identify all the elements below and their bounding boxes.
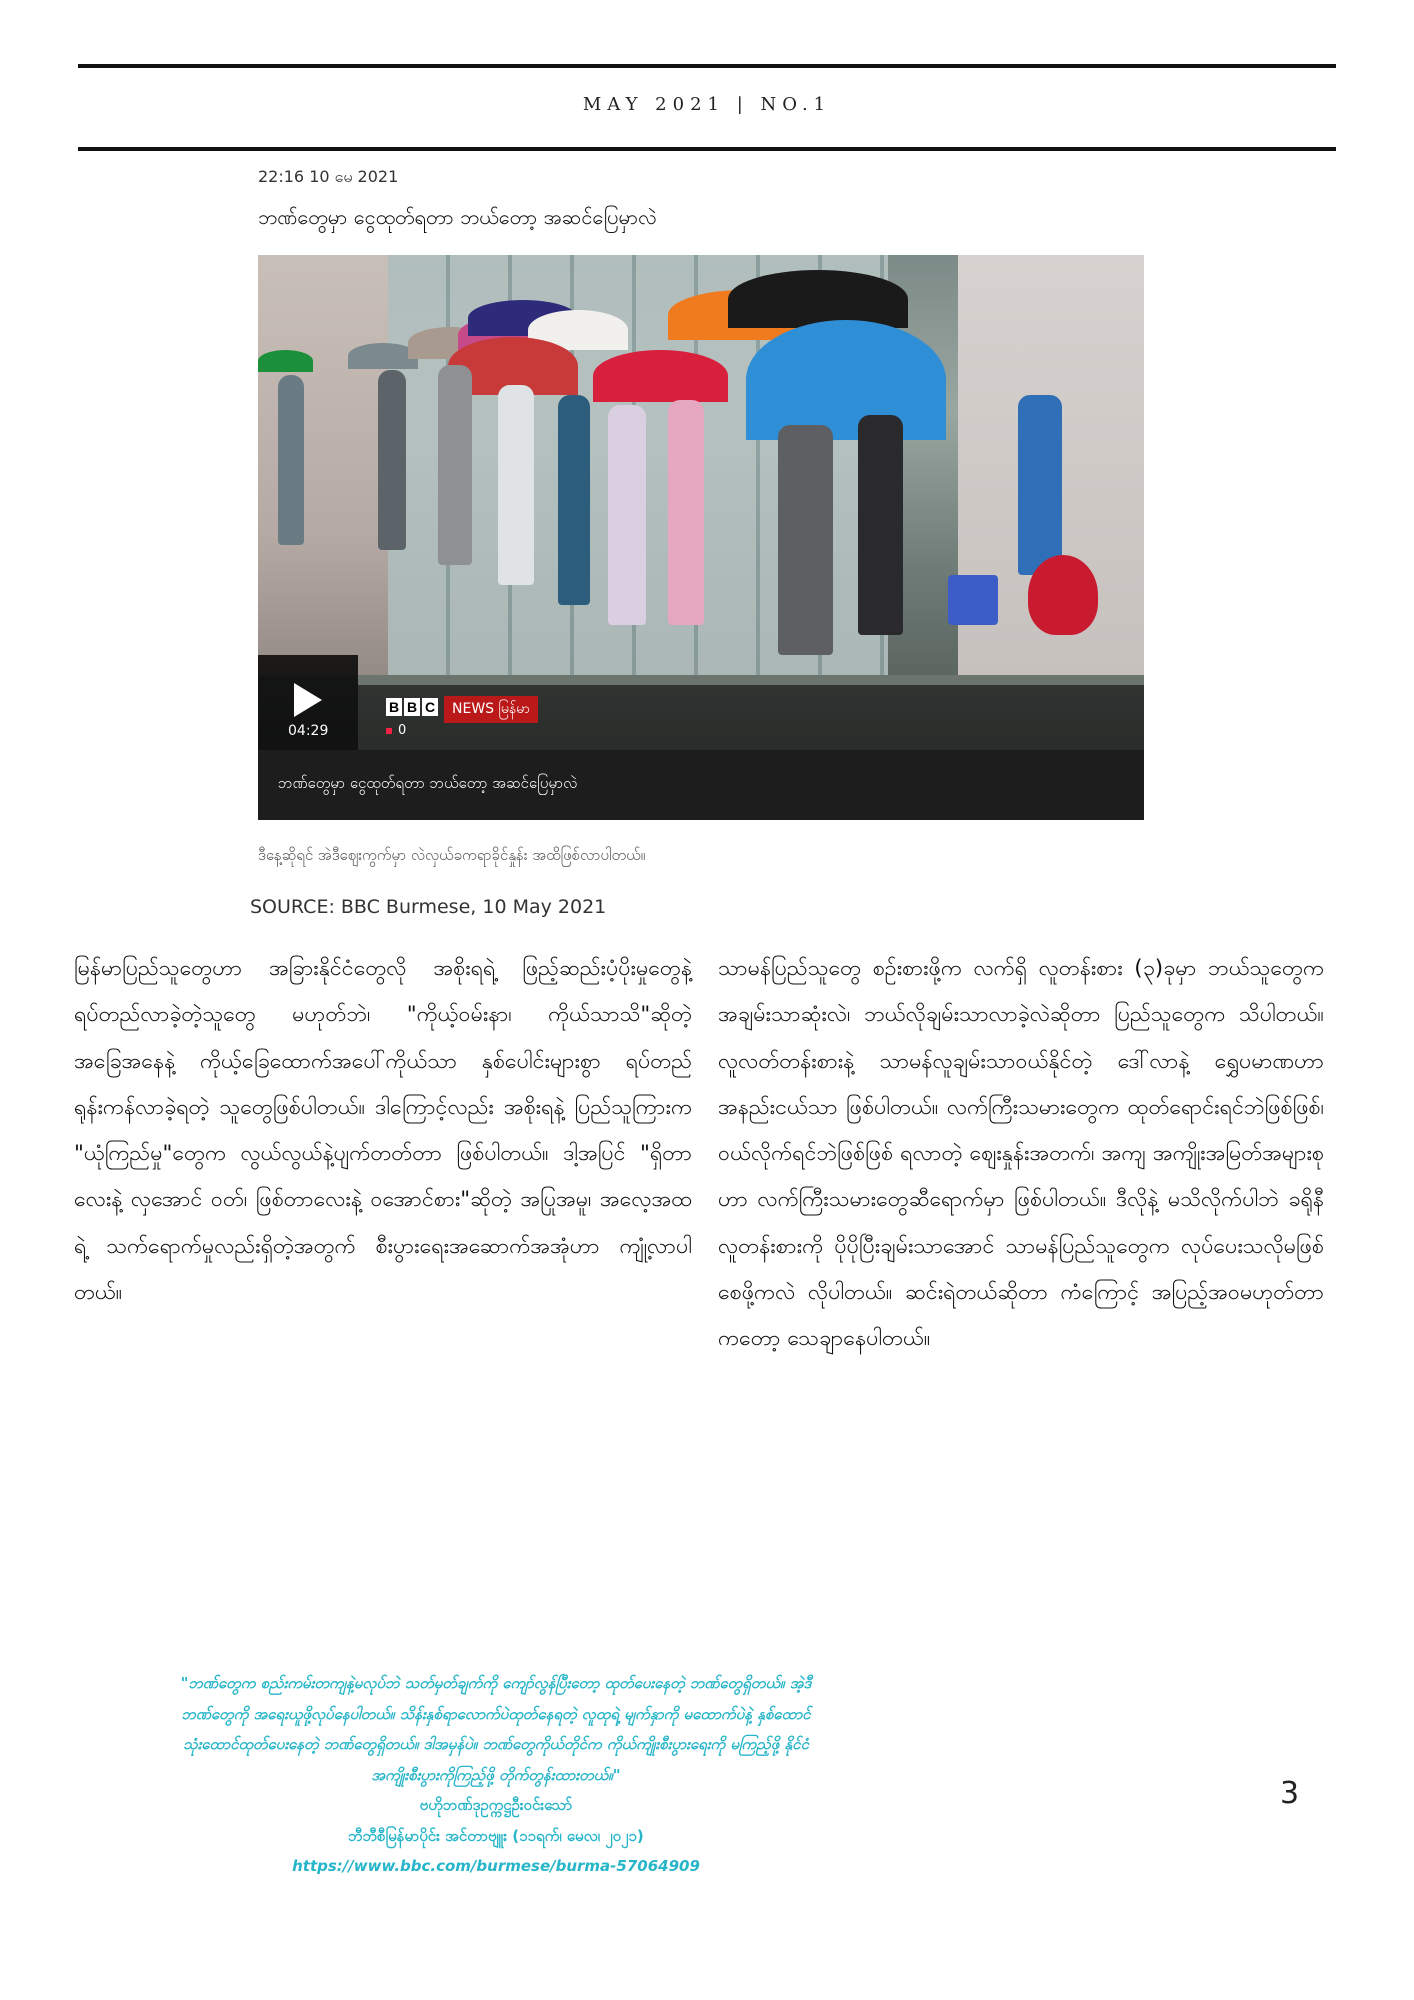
photo-caption: ဒီနေ့ဆိုရင် အဲဒီဈေးကွက်မှာ လဲလှယ်ခကရာခိုင်နှုန်း အထိဖြစ်လာပါတယ်။ [258, 846, 646, 864]
body-paragraph: မြန်မာပြည်သူတွေဟာ အခြားနိုင်ငံတွေလို အစိုးရရဲ့ ဖြည့်ဆည်းပံ့ပိုးမှုတွေနဲ့ ရပ်တည်လာခဲ့တဲ့သူတွေ မဟုတ်ဘဲ၊ "ကိုယ့်ဝမ်းနာ၊ ကိုယ်သာသိ"ဆိုတဲ့ အခြေအနေနဲ့ ကိုယ့်ခြေထောက်အပေါ်ကိုယ်သာ နှစ်ပေါင်းများစွာ ရပ်တည်ရုန်းကန်လာခဲ့ရတဲ့ သူတွေဖြစ်ပါတယ်။ ဒါကြောင့်လည်း အစိုးရနဲ့ ပြည်သူကြားက "ယုံကြည်မှု"တွေက လွယ်လွယ်နဲ့ပျက်တတ်တာ ဖြစ်ပါတယ်။ ဒါ့အပြင် "ရှိတာလေးနဲ့ လှအောင် ဝတ်၊ ဖြစ်တာလေးနဲ့ ဝအောင်စား"ဆိုတဲ့ အပြုအမူ၊ အလေ့အထရဲ့ သက်ရောက်မှုလည်းရှိတဲ့အတွက် စီးပွားရေးအဆောက်အအုံဟာ ကျုံ့လာပါတယ်။ [74, 956, 692, 1306]
pull-quote [178, 1668, 814, 1882]
view-count-value: 0 [398, 723, 407, 738]
article-timestamp: 22:16 10 မေ 2021 [258, 167, 399, 186]
bbc-logo-letter: C [422, 698, 438, 716]
photo-person [558, 395, 590, 605]
photo-person [1018, 395, 1062, 575]
photo-person [438, 365, 472, 565]
quote-attribution: ဘီဘီစီမြန်မာပိုင်း အင်တာဗျူး (၁၁ရက်၊ မေလ၊ ၂၀၂၁) [348, 1826, 644, 1845]
masthead-top-rule [78, 64, 1336, 68]
play-icon [294, 683, 322, 717]
photo-red-umbrella-closed [1028, 555, 1098, 635]
view-count [386, 723, 406, 738]
photo-umbrella [258, 350, 313, 372]
bbc-logo [386, 698, 438, 716]
photo-person [778, 425, 833, 655]
quote-text: "ဘဏ်တွေက စည်းကမ်းတကျနဲ့မလုပ်ဘဲ သတ်မှတ်ချက်ကို ကျော်လွန်ပြီးတော့ ထုတ်ပေးနေတဲ့ ဘဏ်တွေရှိတယ်။ အဲ့ဒီဘဏ်တွေကို အရေးယူဖို့လုပ်နေပါတယ်။ သိန်းနှစ်ရာလောက်ပဲထုတ်နေရတဲ့ လူထုရဲ့ မျက်နှာကို မထောက်ပဲနဲ့ နှစ်ထောင် သုံးထောင်ထုတ်ပေးနေတဲ့ ဘဏ်တွေရှိတယ်။ ဒါအမှန်ပဲ။ ဘဏ်တွေကိုယ်တိုင်က ကိုယ်ကျိုးစီးပွားရေးကို မကြည့်ဖို့ နိုင်ငံအကျိုးစီးပွားကိုကြည့်ဖို့ တိုက်တွန်းထားတယ်။" [180, 1674, 812, 1784]
article-headline: ဘဏ်တွေမှာ ငွေထုတ်ရတာ ဘယ်တော့ အဆင်ပြေမှာလဲ [258, 205, 657, 229]
play-button[interactable] [258, 655, 358, 750]
photo-person [608, 405, 646, 625]
photo-person [668, 400, 704, 625]
body-column-right [718, 946, 1324, 1363]
quote-speaker: ဗဟိုဘဏ်ဒုဥက္ကဋ္ဌဦးဝင်းသော် [419, 1796, 573, 1814]
live-dot-icon [386, 728, 392, 734]
quote-url[interactable]: https://www.bbc.com/burmese/burma-57064909 [292, 1857, 700, 1875]
video-duration: 04:29 [288, 723, 329, 739]
video-caption-bar [258, 750, 1144, 820]
photo-person [498, 385, 534, 585]
page-number: 3 [1280, 1776, 1300, 1811]
photo-person [278, 375, 304, 545]
photo-umbrella [593, 350, 728, 402]
source-line: SOURCE: BBC Burmese, 10 May 2021 [250, 896, 607, 918]
photo-person [858, 415, 903, 635]
photo-person [378, 370, 406, 550]
video-caption: ဘဏ်တွေမှာ ငွေထုတ်ရတာ ဘယ်တော့ အဆင်ပြေမှာလဲ [278, 774, 578, 792]
bbc-logo-letter: B [404, 698, 420, 716]
issue-label: MAY 2021 | NO.1 [582, 94, 832, 115]
photo-blue-stool [948, 575, 998, 625]
photo-umbrella [728, 270, 908, 328]
bbc-overlay [358, 685, 1144, 750]
bbc-logo-letter: B [386, 698, 402, 716]
body-paragraph: သာမန်ပြည်သူတွေ စဉ်းစားဖို့က လက်ရှိ လူတန်းစား (၃)ခုမှာ ဘယ်သူတွေက အချမ်းသာဆုံးလဲ၊ ဘယ်လိုချမ်းသာလာခဲ့လဲဆိုတာ ပြည်သူတွေက သိပါတယ်။ လူလတ်တန်းစားနဲ့ သာမန်လူချမ်းသာဝယ်နိုင်တဲ့ ဒေါ်လာနဲ့ ရွှေပမာဏဟာ အနည်းငယ်သာ ဖြစ်ပါတယ်။ လက်ကြီးသမားတွေက ထုတ်ရောင်းရင်ဘဲဖြစ်ဖြစ်၊ ဝယ်လိုက်ရင်ဘဲဖြစ်ဖြစ် ရလာတဲ့ ဈေးနှုန်းအတက်၊ အကျ အကျိုးအမြတ်အများစုဟာ လက်ကြီးသမားတွေဆီရောက်မှာ ဖြစ်ပါတယ်။ ဒီလိုနဲ့ မသိလိုက်ပါဘဲ ခရိုနီလူတန်းစားကို ပိုပိုပြီးချမ်းသာအောင် သာမန်ပြည်သူတွေက လုပ်ပေးသလိုမဖြစ်စေဖို့ကလဲ လိုပါတယ်။ ဆင်းရဲတယ်ဆိုတာ ကံကြောင့် အပြည့်အဝမဟုတ်တာကတော့ သေချာနေပါတယ်။ [718, 956, 1324, 1352]
body-column-left [74, 946, 692, 1316]
masthead-bottom-rule [78, 147, 1336, 151]
video-player[interactable] [258, 255, 1144, 820]
news-label: NEWS မြန်မာ [444, 696, 538, 723]
photo-umbrella [746, 320, 946, 440]
